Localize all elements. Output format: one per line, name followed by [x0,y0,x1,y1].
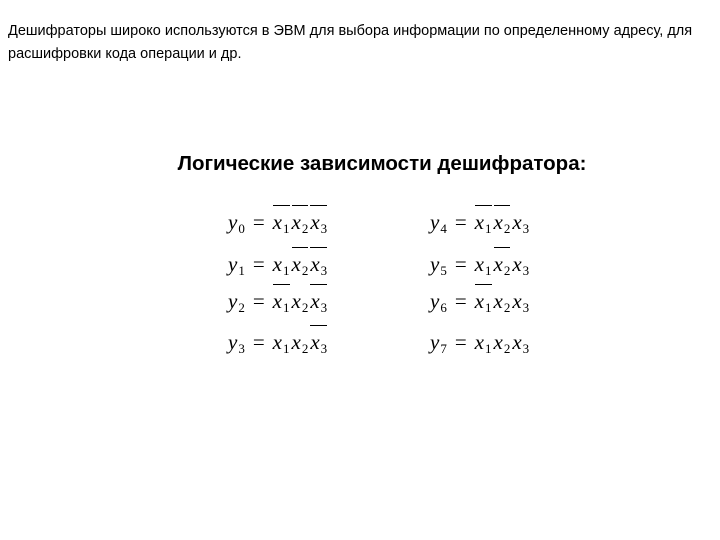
negation-bar [310,247,327,248]
equation-y4 [430,210,529,240]
input-term: $x_3$ [512,330,530,356]
equals-sign: = [454,330,467,354]
input-term: $x_1$ [474,330,492,356]
section-heading: Логические зависимости дешифратора: [177,152,587,175]
negated-input-term: $x_1$ [273,210,290,237]
equals-sign: = [454,252,467,276]
negated-input-term: $x_2$ [292,252,309,279]
input-term: $x_2$ [493,289,511,315]
output-variable: $y_1$ [228,252,245,278]
negated-input-term: $x_2$ [292,210,309,237]
negated-input-term: $x_3$ [310,210,327,237]
equation-y3 [228,330,327,360]
equation-y2 [228,289,327,319]
negated-input-term: $x_1$ [475,289,492,316]
negation-bar [475,205,492,206]
negated-input-term: $x_1$ [475,210,492,237]
intro-paragraph: Дешифраторы широко используются в ЭВМ для выбора информации по определенному адресу, для расшифровки кода операции и др. [8,23,693,62]
negation-bar [494,247,511,248]
input-term: $x_3$ [512,210,530,236]
negated-input-term: $x_3$ [310,252,327,279]
input-term: $x_1$ [272,330,290,356]
negation-bar [310,284,327,285]
equation-y7 [430,330,529,360]
negation-bar [273,284,290,285]
equals-sign: = [252,289,265,313]
equals-sign: = [454,289,467,313]
output-variable: $y_6$ [430,289,447,315]
input-term: $x_3$ [512,289,530,315]
output-variable: $y_7$ [430,330,447,356]
output-variable: $y_3$ [228,330,245,356]
equals-sign: = [252,252,265,276]
negation-bar [273,205,290,206]
equation-y1 [228,252,327,282]
negated-input-term: $x_3$ [310,289,327,316]
input-term: $x_2$ [291,330,309,356]
equals-sign: = [454,210,467,234]
output-variable: $y_2$ [228,289,245,315]
equals-sign: = [252,210,265,234]
negation-bar [475,284,492,285]
negated-input-term: $x_3$ [310,330,327,357]
equation-y0 [228,210,327,240]
equals-sign: = [252,330,265,354]
equation-y5 [430,252,529,282]
negation-bar [310,205,327,206]
input-term: $x_2$ [291,289,309,315]
negated-input-term: $x_2$ [494,252,511,279]
input-term: $x_1$ [474,252,492,278]
input-term: $x_2$ [493,330,511,356]
negated-input-term: $x_1$ [273,289,290,316]
output-variable: $y_0$ [228,210,245,236]
equation-y6 [430,289,529,319]
negated-input-term: $x_2$ [494,210,511,237]
negation-bar [292,247,309,248]
output-variable: $y_4$ [430,210,447,236]
input-term: $x_3$ [512,252,530,278]
negation-bar [310,325,327,326]
input-term: $x_1$ [272,252,290,278]
negation-bar [292,205,309,206]
negation-bar [494,205,511,206]
output-variable: $y_5$ [430,252,447,278]
